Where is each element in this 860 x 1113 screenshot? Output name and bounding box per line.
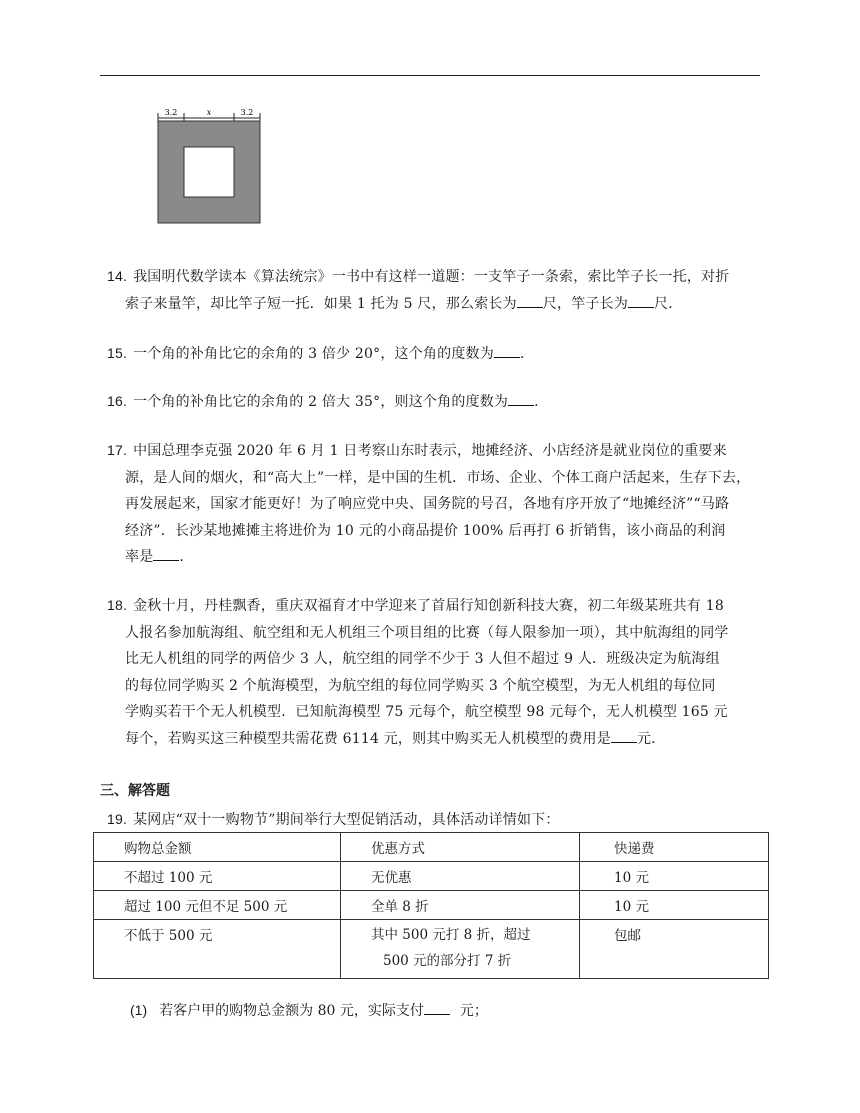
- question-number: 14.: [107, 268, 128, 284]
- question-number: 18.: [107, 597, 128, 613]
- question-text: 一个角的补角比它的余角的 2 倍大 35°，则这个角的度数为: [133, 394, 509, 410]
- table-header: 快递费: [580, 833, 769, 862]
- table-cell: 超过 100 元但不足 500 元: [94, 891, 341, 920]
- promotion-table: [93, 832, 769, 979]
- table-header: 优惠方式: [341, 833, 580, 862]
- question-16: 16. 一个角的补角比它的余角的 2 倍大 35°，则这个角的度数为 ．: [107, 393, 549, 410]
- question-15: 15. 一个角的补角比它的余角的 3 倍少 20°，这个角的度数为 ．: [107, 345, 535, 362]
- table-cell: 其中 500 元打 8 折，超过 500 元的部分打 7 折: [341, 920, 580, 979]
- sub-question-1: (1) 若客户甲的购物总金额为 80 元，实际支付 元；: [130, 1002, 488, 1019]
- top-rule: [100, 75, 760, 76]
- answer-blank[interactable]: [628, 293, 654, 308]
- sub-question-label: (1): [130, 1002, 148, 1018]
- table-cell: 不低于 500 元: [94, 920, 341, 979]
- question-number: 17.: [107, 442, 128, 458]
- question-text: 一个角的补角比它的余角的 3 倍少 20°，这个角的度数为: [133, 346, 494, 362]
- question-text: 索子来量竿，却比竿子短一托．如果 1 托为 5 尺，那么索长为: [125, 296, 517, 312]
- question-text: 我国明代数学读本《算法统宗》一书中有这样一道题：一支竿子一条索，索比竿子长一托，对折: [133, 269, 730, 285]
- question-text: 某网店“双十一购物节”期间举行大型促销活动，具体活动详情如下：: [133, 812, 560, 828]
- table-row: [94, 862, 769, 891]
- question-18: 18. 金秋十月，丹桂飘香，重庆双福育才中学迎来了首届行知创新科技大赛，初二年级某班共有 18 人报名参加航海组、航空组和无人机组三个项目组的比赛（每人限参加一项），其中航海组的同学 比无人机组的同学的两倍少 3 人，航空组的同学不少于 3 人但不超过 9 人．班级决定为航海组 的每位同学购买 2 个航海模型，为航空组的每位同学购买 3 个航空模型，为无人机组的每位同 学购买若干个无人机模型．已知航海模型 75 元每个，航空模型 98 元每个，无人机模型 165 元 每个，若购买这三种模型共需花费 6114 元，则其中购买无人机模型的费用是 元．: [107, 597, 729, 747]
- table-cell: 全单 8 折: [341, 891, 580, 920]
- table-header-row: [94, 833, 769, 862]
- table-cell: 10 元: [580, 891, 769, 920]
- question-number: 16.: [107, 393, 128, 409]
- question-17: 17. 中国总理李克强 2020 年 6 月 1 日考察山东时表示，地摊经济、小店经济是就业岗位的重要来 源，是人间的烟火，和“高大上”一样，是中国的生机．市场、企业、个体工商户活起来，生存下去， 再发展起来，国家才能更好！为了响应党中央、国务院的号召，各地有序开放了“地摊经济”“马路 经济”．长沙某地摊摊主将进价为 10 元的小商品提价 100% 后再打 6 折销售，该小商品的利润 率是 ．: [107, 442, 751, 565]
- section-heading: 三、解答题: [100, 783, 170, 799]
- table-header: 购物总金额: [94, 833, 341, 862]
- question-14: 14. 我国明代数学读本《算法统宗》一书中有这样一道题：一支竿子一条索，索比竿子长一托，对折 索子来量竿，却比竿子短一托．如果 1 托为 5 尺，那么索长为 尺，竿子长为 尺．: [107, 268, 730, 312]
- left-dimension-label: 3.2: [164, 108, 178, 117]
- inner-square: [184, 147, 234, 197]
- table-cell: 10 元: [580, 862, 769, 891]
- table-cell: 不超过 100 元: [94, 862, 341, 891]
- question-number: 19.: [107, 811, 128, 827]
- answer-blank[interactable]: [508, 391, 534, 406]
- square-frame-figure: [150, 104, 270, 226]
- answer-blank[interactable]: [424, 1000, 450, 1015]
- right-dimension-label: 3.2: [240, 108, 254, 117]
- question-19: [107, 808, 777, 831]
- middle-dimension-label: x: [206, 108, 212, 117]
- answer-blank[interactable]: [517, 293, 543, 308]
- table-cell: 无优惠: [341, 862, 580, 891]
- question-number: 15.: [107, 345, 128, 361]
- answer-blank[interactable]: [611, 728, 637, 743]
- table-row: [94, 891, 769, 920]
- answer-blank[interactable]: [153, 546, 179, 561]
- table-cell: 包邮: [580, 920, 769, 979]
- table-row: [94, 920, 769, 979]
- answer-blank[interactable]: [494, 343, 520, 358]
